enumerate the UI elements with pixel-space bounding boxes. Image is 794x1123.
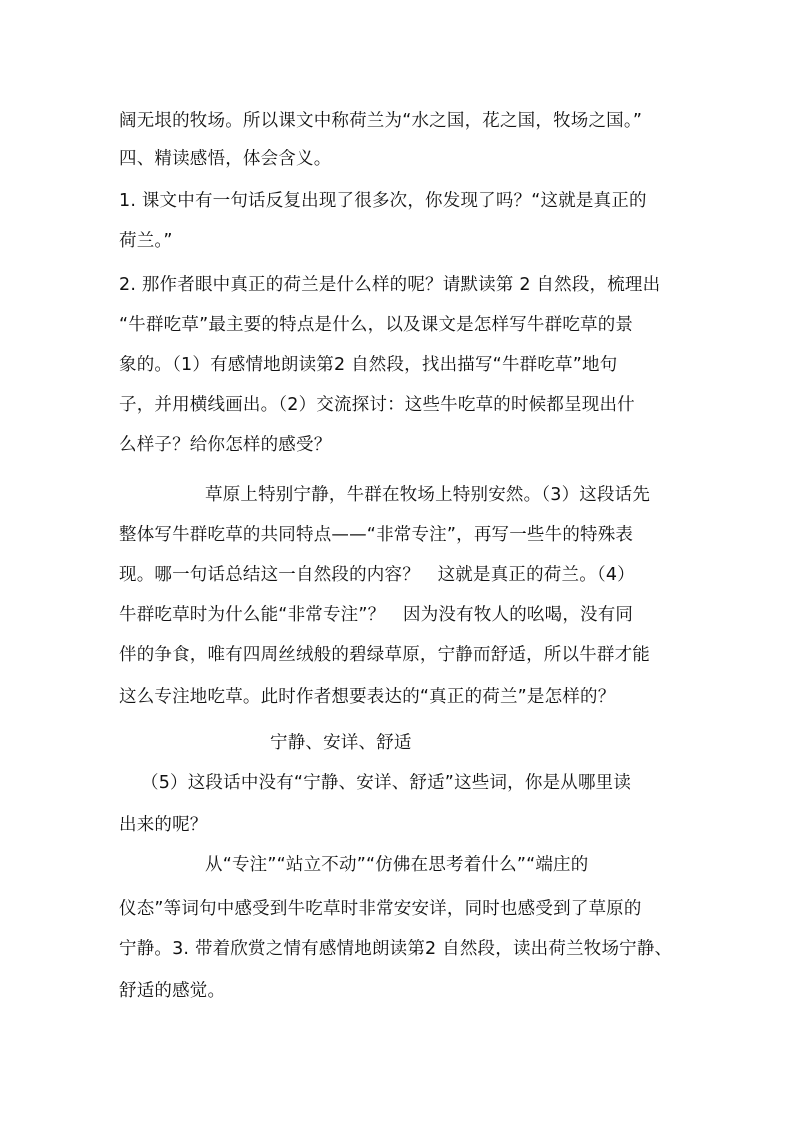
text-line: 牛群吃草时为什么能“非常专注”？ 因为没有牧人的吆喝，没有同 <box>119 605 634 625</box>
text-line: 宁静。3. 带着欣赏之情有感情地朗读第2 自然段，读出荷兰牧场宁静、 <box>119 939 673 959</box>
section-heading: 四、精读感悟，体会含义。 <box>119 149 332 169</box>
text-line: 仪态”等词句中感受到牛吃草时非常安安详，同时也感受到了草原的 <box>119 899 642 919</box>
text-line: 整体写牛群吃草的共同特点——“非常专注”，再写一些牛的特殊表 <box>119 525 634 545</box>
text-line: 草原上特别宁静，牛群在牧场上特别安然。（3）这段话先 <box>205 485 651 505</box>
text-line: （5）这段话中没有“宁静、安详、舒适”这些词，你是从哪里读 <box>141 773 632 793</box>
text-line: “牛群吃草”最主要的特点是什么，以及课文是怎样写牛群吃草的景 <box>119 315 634 335</box>
text-line: 2. 那作者眼中真正的荷兰是什么样的呢？请默读第 2 自然段，梳理出 <box>119 275 661 295</box>
text-line: 象的。（1）有感情地朗读第2 自然段，找出描写“牛群吃草”地句 <box>119 355 618 375</box>
text-line: 现。哪一句话总结这一自然段的内容？ 这就是真正的荷兰。（4） <box>119 565 635 585</box>
text-line: 子，并用横线画出。（2）交流探讨：这些牛吃草的时候都呈现出什 <box>119 395 635 415</box>
text-line: 伴的争食，唯有四周丝绒般的碧绿草原，宁静而舒适，所以牛群才能 <box>119 645 650 665</box>
text-line: 宁静、安详、舒适 <box>270 733 412 753</box>
text-line: 这么专注地吃草。此时作者想要表达的“真正的荷兰”是怎样的？ <box>119 687 616 707</box>
text-line: 么样子？给你怎样的感受？ <box>119 435 332 455</box>
text-line: 从“专注”“站立不动”“仿佛在思考着什么”“端庄的 <box>205 855 589 875</box>
text-line: 阔无垠的牧场。所以课文中称荷兰为“水之国，花之国，牧场之国。” <box>119 111 643 131</box>
text-line: 1. 课文中有一句话反复出现了很多次，你发现了吗？“这就是真正的 <box>119 191 647 211</box>
text-line: 出来的呢？ <box>119 815 208 835</box>
text-line: 荷兰。” <box>119 231 173 251</box>
text-line: 舒适的感觉。 <box>119 981 226 1001</box>
